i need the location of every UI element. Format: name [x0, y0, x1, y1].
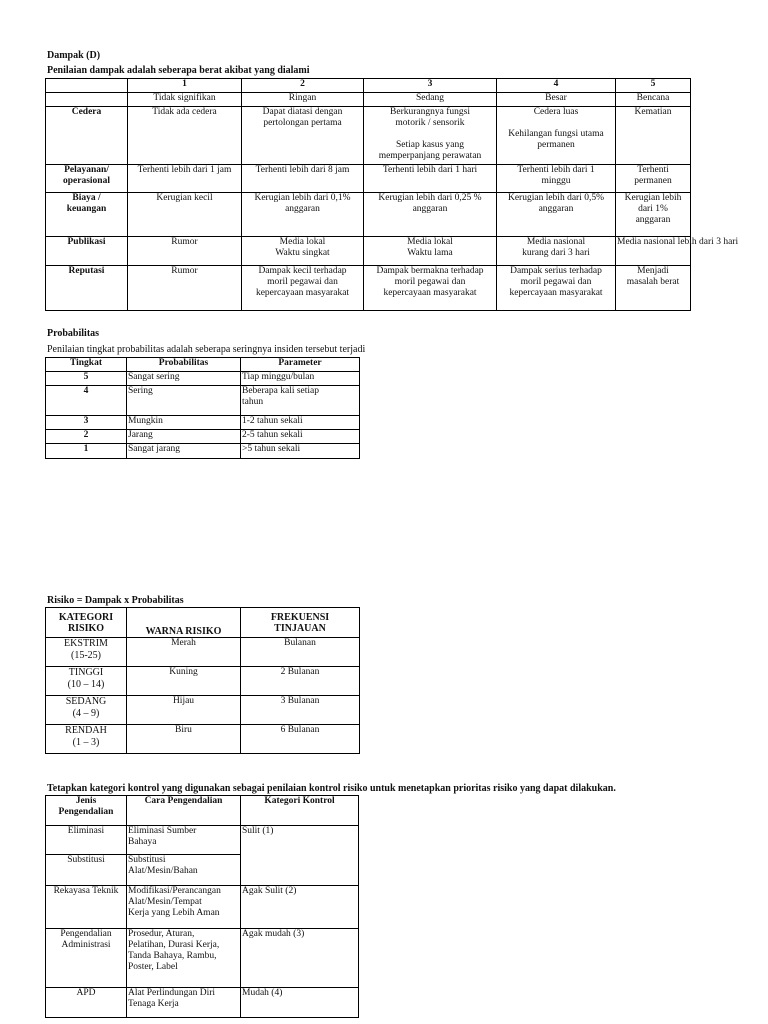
impact-cell: Media nasional kurang dari 3 hari — [497, 237, 616, 266]
control-type: Eliminasi — [46, 826, 127, 855]
impact-cell: Dampak serius terhadap moril pegawai dan kepercayaan masyarakat — [497, 266, 616, 311]
risk-row — [46, 667, 360, 696]
risk-color: Biru — [127, 725, 241, 754]
impact-cell: Menjadi masalah berat — [616, 266, 691, 311]
impact-descriptor: Sedang — [364, 93, 497, 107]
control-row — [46, 929, 359, 988]
control-method: Substitusi Alat/Mesin/Bahan — [127, 855, 241, 886]
impact-subheading: Penilaian dampak adalah seberapa berat akibat yang dialami — [47, 65, 310, 76]
probability-parameter: >5 tahun sekali — [241, 444, 360, 459]
impact-cell: Terhenti permanen — [616, 165, 691, 193]
risk-table — [45, 607, 360, 754]
risk-row — [46, 638, 360, 667]
impact-cell: Kerugian lebih dari 0,25 % anggaran — [364, 193, 497, 237]
control-type: Rekayasa Teknik — [46, 886, 127, 929]
impact-descriptor: Tidak signifikan — [128, 93, 242, 107]
impact-descriptor: Besar — [497, 93, 616, 107]
impact-descriptor-row — [46, 93, 691, 107]
control-method: Alat Perlindungan Diri Tenaga Kerja — [127, 988, 241, 1018]
risk-frequency: 6 Bulanan — [241, 725, 360, 754]
probability-label: Sangat jarang — [127, 444, 241, 459]
probability-level: 3 — [46, 416, 127, 430]
risk-row — [46, 696, 360, 725]
control-header: Cara Pengendalian — [127, 796, 241, 826]
impact-cell: Terhenti lebih dari 1 jam — [128, 165, 242, 193]
impact-level-3: 3 — [364, 79, 497, 93]
impact-row-label: Reputasi — [46, 266, 128, 311]
impact-cell: Rumor — [128, 237, 242, 266]
impact-cell: Tidak ada cedera — [128, 107, 242, 165]
impact-corner-cell — [46, 93, 128, 107]
impact-corner-cell — [46, 79, 128, 93]
risk-frequency: 3 Bulanan — [241, 696, 360, 725]
risk-header-row — [46, 608, 360, 638]
probability-label: Mungkin — [127, 416, 241, 430]
probability-header: Parameter — [241, 358, 360, 372]
control-header: Jenis Pengendalian — [46, 796, 127, 826]
impact-cell: Kerugian lebih dari 0,1% anggaran — [242, 193, 364, 237]
risk-header: WARNA RISIKO — [127, 608, 241, 638]
control-type: Pengendalian Administrasi — [46, 929, 127, 988]
impact-descriptor: Bencana — [616, 93, 691, 107]
control-type: APD — [46, 988, 127, 1018]
probability-parameter: 2-5 tahun sekali — [241, 430, 360, 444]
control-category: Sulit (1) — [241, 826, 359, 886]
probability-parameter: Beberapa kali setiap tahun — [241, 386, 360, 416]
impact-cell: Media lokal Waktu singkat — [242, 237, 364, 266]
control-row — [46, 988, 359, 1018]
risk-row — [46, 725, 360, 754]
impact-cell: Rumor — [128, 266, 242, 311]
probability-table — [45, 357, 360, 459]
impact-row-publikasi — [46, 237, 691, 266]
impact-level-row — [46, 79, 691, 93]
impact-cell: Dampak bermakna terhadap moril pegawai dan kepercayaan masyarakat — [364, 266, 497, 311]
risk-frequency: 2 Bulanan — [241, 667, 360, 696]
impact-cell: Terhenti lebih dari 1 hari — [364, 165, 497, 193]
probability-heading: Probabilitas — [47, 328, 100, 339]
impact-row-label: Biaya / keuangan — [46, 193, 128, 237]
risk-category: SEDANG (4 – 9) — [46, 696, 127, 725]
impact-cell: Media nasional lebih dari 3 hari — [616, 237, 691, 266]
risk-frequency: Bulanan — [241, 638, 360, 667]
probability-row — [46, 444, 360, 459]
control-header: Kategori Kontrol — [241, 796, 359, 826]
risk-category: RENDAH (1 – 3) — [46, 725, 127, 754]
impact-descriptor: Ringan — [242, 93, 364, 107]
control-method: Eliminasi Sumber Bahaya — [127, 826, 241, 855]
impact-cell: Berkurangnya fungsi motorik / sensorik Setiap kasus yang memperpanjang perawatan — [364, 107, 497, 165]
control-category: Mudah (4) — [241, 988, 359, 1018]
probability-level: 5 — [46, 372, 127, 386]
probability-row — [46, 430, 360, 444]
probability-label: Jarang — [127, 430, 241, 444]
impact-row-label: Publikasi — [46, 237, 128, 266]
probability-header-row — [46, 358, 360, 372]
impact-cell: Terhenti lebih dari 8 jam — [242, 165, 364, 193]
impact-level-4: 4 — [497, 79, 616, 93]
risk-color: Merah — [127, 638, 241, 667]
impact-cell: Kerugian lebih dari 0,5% anggaran — [497, 193, 616, 237]
impact-level-2: 2 — [242, 79, 364, 93]
impact-level-5: 5 — [616, 79, 691, 93]
probability-parameter: 1-2 tahun sekali — [241, 416, 360, 430]
impact-cell: Dapat diatasi dengan pertolongan pertama — [242, 107, 364, 165]
risk-category: TINGGI (10 – 14) — [46, 667, 127, 696]
control-method: Prosedur, Aturan, Pelatihan, Durasi Kerja, Tanda Bahaya, Rambu, Poster, Label — [127, 929, 241, 988]
impact-row-label: Pelayanan/ operasional — [46, 165, 128, 193]
impact-row-biaya — [46, 193, 691, 237]
risk-header: FREKUENSI TINJAUAN — [241, 608, 360, 638]
probability-level: 1 — [46, 444, 127, 459]
impact-heading: Dampak (D) — [47, 50, 101, 61]
control-row — [46, 826, 359, 855]
impact-table — [45, 78, 739, 311]
probability-label: Sangat sering — [127, 372, 241, 386]
probability-level: 4 — [46, 386, 127, 416]
probability-header: Tingkat — [46, 358, 127, 372]
control-row — [46, 886, 359, 929]
impact-cell: Kerugian kecil — [128, 193, 242, 237]
impact-cell: Kerugian lebih dari 1% anggaran — [616, 193, 691, 237]
impact-row-label: Cedera — [46, 107, 128, 165]
impact-cell: Kematian — [616, 107, 691, 165]
impact-row-pelayanan — [46, 165, 691, 193]
control-category: Agak Sulit (2) — [241, 886, 359, 929]
impact-row-cedera — [46, 107, 691, 165]
probability-row — [46, 416, 360, 430]
impact-cell: Dampak kecil terhadap moril pegawai dan kepercayaan masyarakat — [242, 266, 364, 311]
risk-color: Kuning — [127, 667, 241, 696]
impact-level-1: 1 — [128, 79, 242, 93]
risk-color: Hijau — [127, 696, 241, 725]
control-heading: Tetapkan kategori kontrol yang digunakan sebagai penilaian kontrol risiko untuk menetapkan prioritas risiko yang dapat dilakukan. — [47, 783, 616, 794]
risk-heading: Risiko = Dampak x Probabilitas — [47, 595, 184, 606]
probability-row — [46, 386, 360, 416]
probability-level: 2 — [46, 430, 127, 444]
risk-header: KATEGORI RISIKO — [46, 608, 127, 638]
impact-cell: Terhenti lebih dari 1 minggu — [497, 165, 616, 193]
probability-row — [46, 372, 360, 386]
control-header-row — [46, 796, 359, 826]
control-category: Agak mudah (3) — [241, 929, 359, 988]
probability-header: Probabilitas — [127, 358, 241, 372]
probability-label: Sering — [127, 386, 241, 416]
control-type: Substitusi — [46, 855, 127, 886]
impact-cell: Cedera luas Kehilangan fungsi utama permanen — [497, 107, 616, 165]
impact-cell: Media lokal Waktu lama — [364, 237, 497, 266]
probability-parameter: Tiap minggu/bulan — [241, 372, 360, 386]
impact-row-reputasi — [46, 266, 691, 311]
control-table — [45, 795, 359, 1018]
risk-category: EKSTRIM (15-25) — [46, 638, 127, 667]
control-method: Modifikasi/Perancangan Alat/Mesin/Tempat Kerja yang Lebih Aman — [127, 886, 241, 929]
probability-subheading: Penilaian tingkat probabilitas adalah seberapa seringnya insiden tersebut terjadi — [47, 344, 366, 355]
